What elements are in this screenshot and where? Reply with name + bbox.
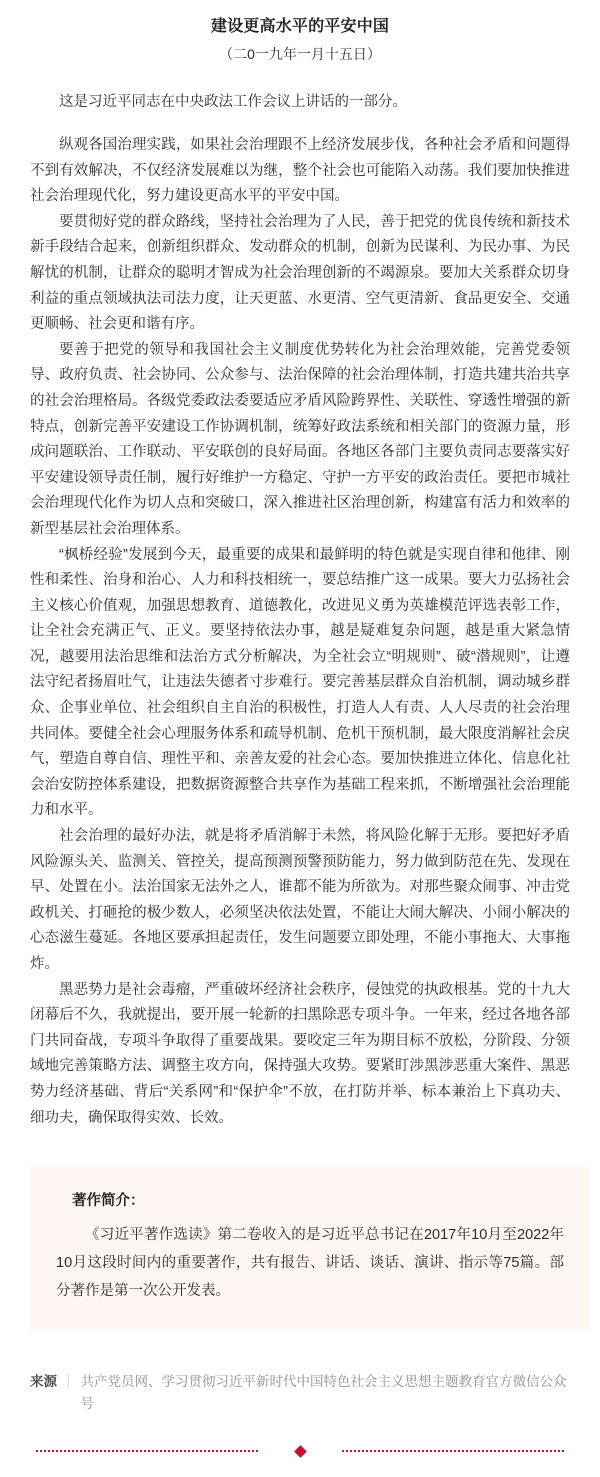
footer-divider [0, 1439, 600, 1463]
divider-line-right [342, 1450, 564, 1452]
document-date: （二0一九年一月十五日） [219, 46, 381, 62]
bottom-spacer [0, 1463, 600, 1477]
document-header [0, 0, 600, 67]
source-line [30, 1371, 570, 1415]
work-introduction-text: 《习近平著作选读》第二卷收入的是习近平总书记在2017年10月至2022年10月这段时间内的重要著作，共有报告、讲话、谈话、演讲、指示等75篇。部分著作是第一次公开发表。 [56, 1227, 564, 1300]
body-paragraph-2: 要贯彻好党的群众路线，坚持社会治理为了人民，善于把党的优良传统和新技术新手段结合起来，创新组织群众、发动群众的机制，创新为民谋利、为民办事、为民解忧的机制，让群众的聪明才智成为社会治理创新的不竭源泉。要加大关系群众切身利益的重点领域执法司法力度，让天更蓝、水更清、空气更清新、食品更安全、交通更顺畅、社会更和谐有序。 [30, 213, 570, 333]
body-paragraph-5: 社会治理的最好办法，就是将矛盾消解于未然，将风险化解于无形。要把好矛盾风险源头关、监测关、管控关，提高预测预警预防能力，努力做到防范在先、发现在早、处置在小。法治国家无法外之人，谁都不能为所欲为。对那些聚众闹事、冲击党政机关、打砸抢的极少数人，必须坚决依法处置，不能让大闹大解决、小闹小解决的心态滋生蔓延。各地区要承担起责任，发生问题要立即处理，不能小事拖大、大事拖炸。 [30, 828, 570, 972]
work-introduction-box [30, 1167, 590, 1331]
work-introduction-title: 著作简介： [72, 1193, 145, 1210]
source-separator: ｜ [62, 1374, 76, 1390]
source-label: 来源 [30, 1374, 57, 1390]
divider-line-left [36, 1450, 258, 1452]
body-paragraph-4: “枫桥经验”发展到今天，最重要的成果和最鲜明的特色就是实现自律和他律、刚性和柔性、治身和治心、人力和科技相统一，要总结推广这一成果。要大力弘扬社会主义核心价值观，加强思想教育、道德教化，改进见义勇为英雄模范评选表彰工作，让全社会充满正气、正义。要坚持依法办事，越是疑难复杂问题，越是重大紧急情况，越要用法治思维和法治方式分析解决，为全社会立“明规则”、破“潜规则”，让遵法守纪者扬眉吐气，让违法失德者寸步难行。要完善基层群众自治机制，调动城乡群众、企事业单位、社会组织自主自治的积极性，打造人人有责、人人尽责的社会治理共同体。要健全社会心理服务体系和疏导机制、危机干预机制，最大限度消解社会戾气，塑造自尊自信、理性平和、亲善友爱的社会心态。要加快推进立体化、信息化社会治安防控体系建设，把数据资源整合共享作为基础工程来抓，不断增强社会治理能力和水平。 [30, 546, 570, 819]
source-text: 共产党员网、学习贯彻习近平新时代中国特色社会主义思想主题教育官方微信公众号 [80, 1374, 567, 1412]
body-paragraph-6: 黑恶势力是社会毒瘤，严重破坏经济社会秩序，侵蚀党的执政根基。党的十九大闭幕后不久，我就提出，要开展一轮新的扫黑除恶专项斗争。一年来，经过各地各部门共同奋战，专项斗争取得了重要战果。要咬定三年为期目标不放松，分阶段、分领域地完善策略方法、调整主攻方向，保持强大攻势。要紧盯涉黑涉恶重大案件、黑恶势力经济基础、背后“关系网”和“保护伞”不放，在打防并举、标本兼治上下真功夫、细功夫，确保取得实效、长效。 [30, 981, 570, 1126]
document-body [0, 89, 600, 1131]
paragraph-group [30, 133, 570, 1131]
body-paragraph-3: 要善于把党的领导和我国社会主义制度优势转化为社会治理效能，完善党委领导、政府负责、社会协同、公众参与、法治保障的社会治理体制，打造共建共治共享的社会治理格局。各级党委政法委要适应矛盾风险跨界性、关联性、穿透性增强的新特点，创新完善平安建设工作协调机制，统筹好政法系统和相关部门的资源力量，形成问题联治、工作联动、平安联创的良好局面。各地区各部门主要负责同志要落实好平安建设领导责任制，履行好维护一方稳定、守护一方平安的政治责任。要把市城社会治理现代化作为切人点和突破口，深入推进社区治理创新，构建富有活力和效率的新型基层社会治理体系。 [30, 341, 570, 537]
diamond-icon [294, 1445, 307, 1458]
lead-note: 这是习近平同志在中央政法工作会议上讲话的一部分。 [59, 94, 407, 110]
page-title: 建设更高水平的平安中国 [210, 18, 390, 35]
body-paragraph-1: 纵观各国治理实践，如果社会治理跟不上经济发展步伐，各种社会矛盾和问题得不到有效解决，不仅经济发展难以为继，整个社会也可能陷入动荡。我们要加快推进社会治理现代化，努力建设更高水平的平安中国。 [30, 137, 570, 205]
